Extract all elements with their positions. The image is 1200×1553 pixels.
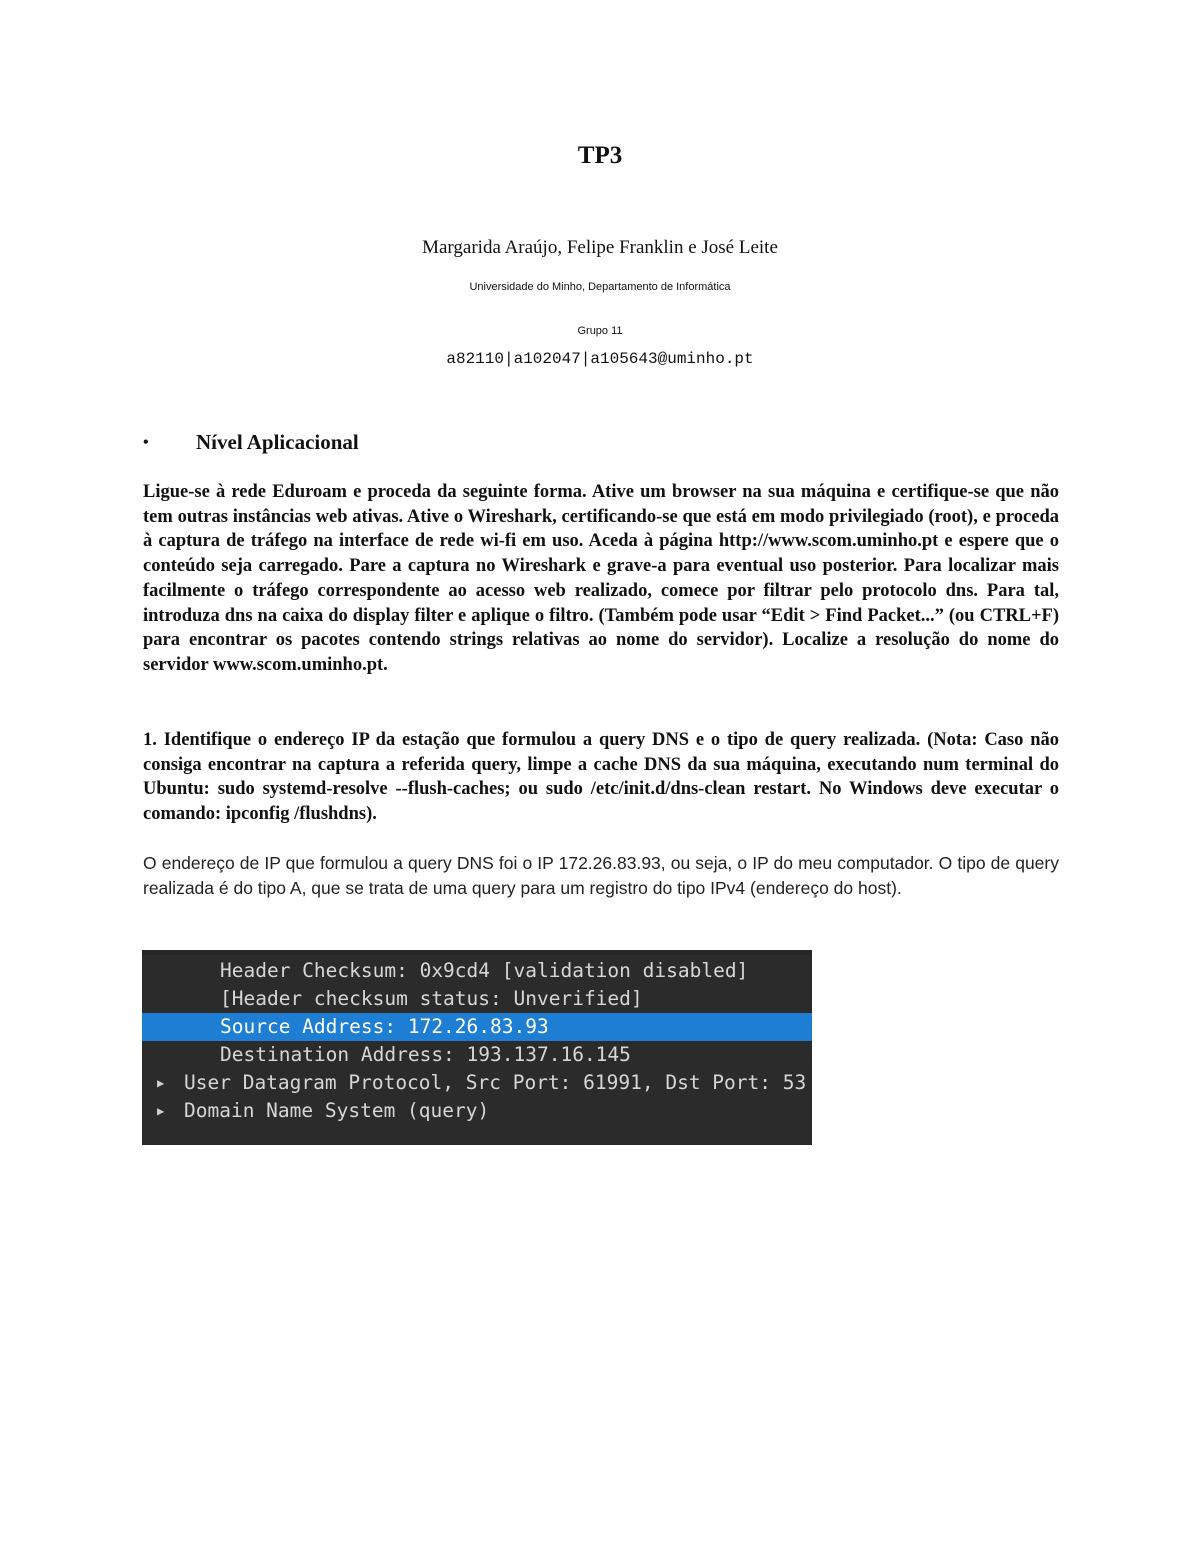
document-title: TP3 [577, 142, 623, 169]
screenshot-top-edge [142, 950, 812, 955]
row-text: User Datagram Protocol, Src Port: 61991, Dst Port: 53 [184, 1071, 807, 1094]
authors-line: Margarida Araújo, Felipe Franklin e José Leite [422, 237, 778, 258]
section-title: Nível Aplicacional [196, 430, 359, 454]
group-line: Grupo 11 [577, 325, 623, 337]
row-text: Domain Name System (query) [184, 1099, 490, 1122]
packet-detail-row [142, 985, 812, 1013]
emails-line: a82110|a102047|a105643@uminho.pt [446, 350, 754, 368]
row-text: Source Address: 172.26.83.93 [220, 1015, 549, 1038]
packet-detail-row [142, 957, 812, 985]
section-heading [143, 430, 1059, 455]
bullet-icon: • [143, 434, 149, 451]
intro-paragraph: Ligue-se à rede Eduroam e proceda da seguinte forma. Ative um browser na sua máquina e certifique-se que não tem outras instâncias web ativas. Ative o Wireshark, certificando-se que está em modo privilegiado (root), e proceda à captura de tráfego na interface de rede wi-fi em uso. Aceda à página http://www.scom.uminho.pt e espere que o conteúdo seja carregado. Pare a captura no Wireshark e grave-a para eventual uso posterior. Para localizar mais facilmente o tráfego correspondente ao acesso web realizado, comece por filtrar pelo protocolo dns. Para tal, introduza dns na caixa do display filter e aplique o filtro. (Também pode usar “Edit > Find Packet...” (ou CTRL+F) para encontrar os pacotes contendo strings relativas ao nome do servidor). Localize a resolução do nome do servidor www.scom.uminho.pt. [143, 482, 1059, 675]
expand-arrow-icon: ▶ [157, 1076, 165, 1090]
row-text: Destination Address: 193.137.16.145 [220, 1043, 631, 1066]
packet-detail-row [142, 1041, 812, 1069]
question-1-paragraph: 1. Identifique o endereço IP da estação que formulou a query DNS e o tipo de query realizada. (Nota: Caso não consiga encontrar na captura a referida query, limpe a cache DNS da sua máquina, executando num terminal do Ubuntu: sudo systemd-resolve --flush-caches; ou sudo /etc/init.d/dns-clean restart. No Windows deve executar o comando: ipconfig /flushdns). [143, 730, 1059, 825]
answer-1-paragraph: O endereço de IP que formulou a query DNS foi o IP 172.26.83.93, ou seja, o IP do meu computador. O tipo de query realizada é do tipo A, que se trata de uma query para um registro do tipo IPv4 (endereço do host). [143, 853, 1059, 898]
packet-detail-row [142, 1097, 812, 1125]
expand-arrow-icon: ▶ [157, 1104, 165, 1118]
row-text: [Header checksum status: Unverified] [220, 987, 643, 1010]
row-text: Header Checksum: 0x9cd4 [validation disabled] [220, 959, 749, 982]
affiliation-line: Universidade do Minho, Departamento de Informática [469, 281, 731, 293]
packet-detail-row [142, 1069, 812, 1097]
packet-detail-row-selected [142, 1013, 812, 1041]
